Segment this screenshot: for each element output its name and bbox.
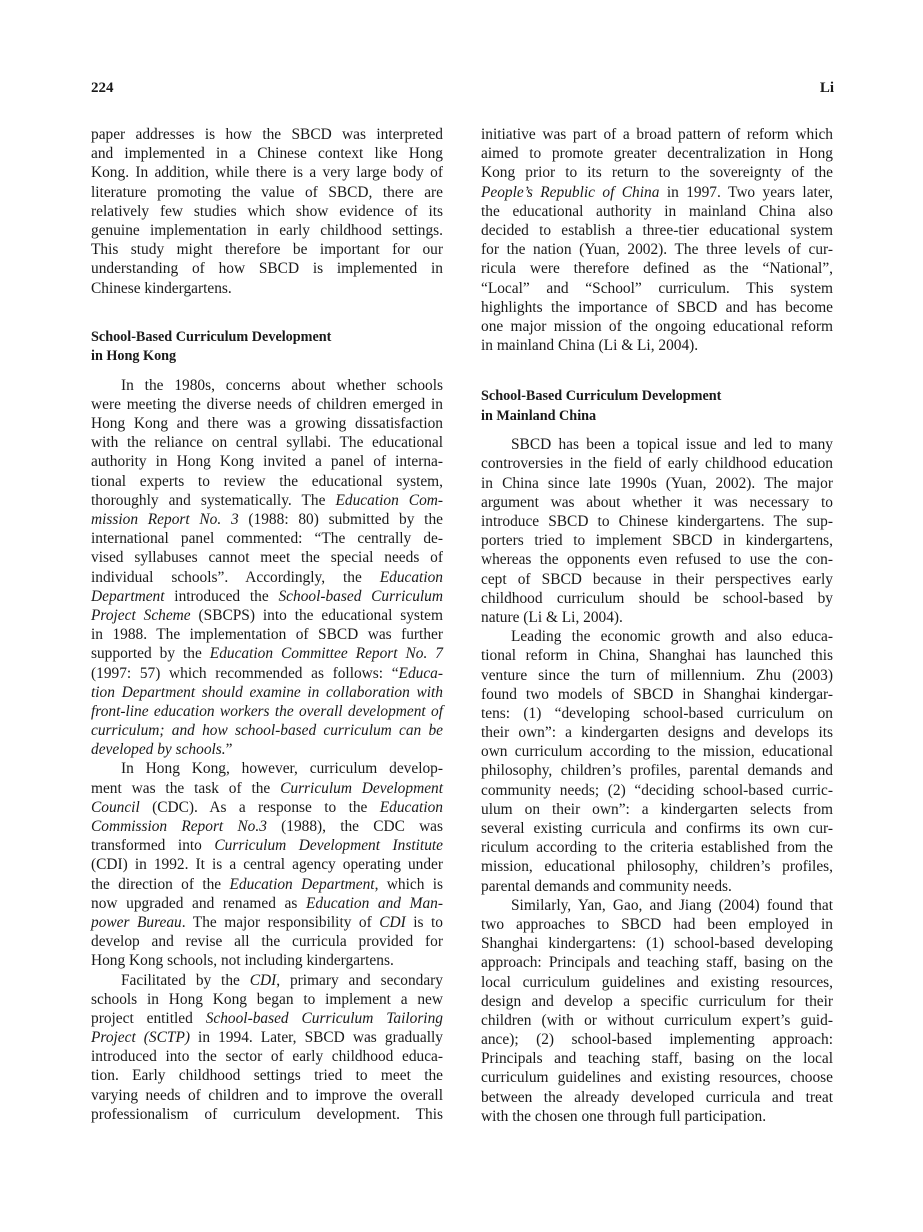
text-line: philosophy, children’s profiles, parental demands and (481, 762, 833, 780)
text-line: whereas the opponents even refused to use the con- (481, 551, 833, 569)
text-line: relatively few studies which show evidence of its (91, 202, 443, 220)
text-line: Project (SCTP) in 1994. Later, SBCD was gradually (91, 1029, 443, 1047)
heading-line: School-Based Curriculum Development (91, 328, 332, 345)
text-line: Project Scheme (SBCPS) into the educational system (91, 606, 443, 624)
text-line: curriculum guidelines and existing resources, choose (481, 1069, 833, 1087)
text-line: understanding of how SBCD is implemented in (91, 260, 443, 278)
text-line: introduce SBCD to Chinese kindergartens. The sup- (481, 513, 833, 530)
text-line: introduced into the sector of early childhood educa- (91, 1048, 443, 1066)
italic-title: People’s Republic of China (481, 183, 660, 201)
text-line: Chinese kindergartens. (91, 279, 232, 297)
section-heading-hong-kong (91, 328, 443, 367)
heading-line: School-Based Curriculum Development (481, 388, 722, 405)
italic-title: CDI (249, 971, 277, 989)
paragraph (481, 627, 833, 896)
italic-title: Project Scheme (91, 606, 191, 624)
text-line: riculum according to the criteria established from the (481, 839, 833, 857)
text-line: Similarly, Yan, Gao, and Jiang (2004) found that (511, 896, 833, 914)
text-line: In the 1980s, concerns about whether schools (121, 376, 443, 394)
text-line: Hong Kong schools, not including kindergartens. (91, 952, 394, 970)
running-head (91, 80, 834, 100)
heading-line: in Mainland China (481, 407, 597, 424)
text-line: community needs; (2) “deciding school-based curric- (481, 781, 833, 799)
text-line: their own”: a kindergarten designs and develops its (481, 724, 833, 742)
text-line: in 1988. The implementation of SBCD was further (91, 626, 443, 644)
text-line: (CDI) in 1992. It is a central agency operating under (91, 856, 443, 874)
text-line: Hong Kong and there was a growing dissatisfaction (91, 415, 443, 433)
text-line: Department introduced the School-based Curriculum (91, 587, 443, 605)
text-line: Principals and teaching staff, basing on the local (481, 1050, 833, 1068)
paragraph (91, 971, 443, 1125)
text-line: Leading the economic growth and also educa- (511, 628, 833, 646)
italic-title: School-based Curriculum (278, 587, 443, 605)
italic-title: CDI (379, 913, 406, 931)
text-line: approach: Principals and teaching staff, basing on the (481, 954, 833, 972)
text-line: tional reform in China, Shanghai has launched this (481, 647, 833, 665)
text-line (91, 721, 443, 740)
text-line: controversies in the field of early childhood education (481, 455, 833, 473)
text-line: Shanghai kindergartens: (1) school-based developing (481, 935, 833, 953)
text-line: between the already developed curricula and treat (481, 1088, 833, 1106)
text-line: literature promoting the value of SBCD, there are (91, 183, 443, 201)
text-line: nature (Li & Li, 2004). (481, 608, 623, 626)
text-line: genuine implementation in early childhood settings. (91, 221, 443, 239)
text-line: highlights the importance of SBCD and has become (481, 298, 833, 316)
text-line: cept of SBCD because in their perspectives early (481, 570, 833, 588)
text-line: and implemented in a Chinese context like Hong (91, 145, 443, 163)
text-line: several existing curricula and confirms its own cur- (481, 820, 833, 837)
text-line: ment was the task of the Curriculum Development (91, 779, 443, 797)
italic-title: tion Department should examine in collaboration with (91, 683, 443, 701)
text-line: Council (CDC). As a response to the Education (91, 798, 443, 816)
text-line: mission Report No. 3 (1988: 80) submitted by the (91, 511, 443, 528)
text-line: schools in Hong Kong began to implement a new (91, 990, 443, 1008)
italic-title: Project (SCTP) (91, 1029, 190, 1047)
italic-title: Curriculum Development (280, 779, 443, 797)
text-line: tional experts to review the educational system, (91, 472, 443, 490)
text-line: the educational authority in mainland China also (481, 202, 833, 220)
text-line (91, 683, 443, 702)
text-line: were meeting the diverse needs of children emerged in (91, 395, 443, 413)
section-heading-mainland-china (481, 387, 833, 426)
text-line: Kong. In addition, while there is a very large body of (91, 164, 443, 182)
running-head-author: Li (819, 80, 834, 96)
text-line: authority in Hong Kong invited a panel of interna- (91, 453, 443, 471)
text-line: for the nation (Yuan, 2002). The three levels of cur- (481, 241, 833, 259)
text-line: mission, educational philosophy, children’s profiles, (481, 858, 833, 876)
text-line: tion. Early childhood settings tried to meet the (91, 1067, 443, 1085)
text-line: venture since the turn of millennium. Zhu (2003) (481, 666, 833, 684)
paragraph (481, 896, 833, 1126)
text-line: parental demands and community needs. (481, 877, 732, 895)
left-column (91, 125, 443, 1124)
text-line: professionalism of curriculum development. This (91, 1105, 443, 1123)
text-line: transformed into Curriculum Development Institute (91, 837, 443, 855)
paragraph (91, 125, 443, 298)
text-line: tens: (1) “developing school-based curriculum on (481, 704, 833, 722)
text-line: develop and revise all the curricula provided for (91, 933, 443, 951)
paragraph (91, 759, 443, 970)
page-number: 224 (91, 80, 114, 96)
italic-title: School-based Curriculum Tailoring (205, 1009, 443, 1027)
italic-title: Commission Report No.3 (91, 818, 267, 835)
text-line: two approaches to SBCD had been employed in (481, 915, 833, 933)
italic-title: power Bureau (91, 913, 182, 931)
text-line: This study might therefore be important for our (91, 241, 443, 259)
text-line: now upgraded and renamed as Education and Man- (91, 894, 443, 912)
italic-title: front-line education workers the overall development of (91, 702, 443, 720)
text-line: in mainland China (Li & Li, 2004). (481, 337, 699, 355)
italic-title: curriculum; and how school-based curriculum can be (91, 722, 443, 740)
text-line: local curriculum guidelines and existing resources, (481, 973, 833, 991)
text-line: with the chosen one through full participation. (481, 1107, 767, 1125)
paragraph (481, 435, 833, 627)
italic-title: Education (379, 568, 443, 586)
italic-title: Department (91, 587, 165, 605)
paragraph (481, 125, 833, 355)
text-line: ance); (2) school-based implementing approach: (481, 1031, 833, 1049)
italic-title: Council (91, 798, 140, 816)
text-line: one major mission of the ongoing educational reform (481, 317, 833, 335)
text-line: decided to establish a three-tier educational system (481, 221, 833, 239)
text-line: thoroughly and systematically. The Education Com- (91, 491, 444, 509)
text-line: Commission Report No.3 (1988), the CDC was (91, 818, 444, 835)
paragraph (91, 376, 443, 760)
text-line: varying needs of children and to improve the overall (91, 1086, 443, 1104)
text-line: initiative was part of a broad pattern of reform which (481, 126, 833, 143)
text-line: power Bureau. The major responsibility of CDI is to (91, 913, 444, 931)
italic-title: Education and Man- (306, 894, 443, 912)
text-line: argument was about whether it was necessary to (481, 493, 833, 511)
italic-title: Education Department (229, 875, 375, 893)
text-line: paper addresses is how the SBCD was interpreted (91, 126, 443, 143)
text-line: found two models of SBCD in Shanghai kindergar- (481, 685, 833, 703)
italic-title: Education Committee Report No. 7 (209, 645, 443, 663)
text-line: (1997: 57) which recommended as follows: “Educa- (91, 664, 443, 682)
text-line: vised syllabuses cannot meet the special needs of (91, 549, 443, 567)
text-line: aimed to promote greater decentralization in Hong (481, 145, 833, 163)
text-line: porters tried to implement SBCD in kindergartens, (481, 532, 833, 550)
text-line: international panel commented: “The centrally de- (91, 530, 443, 548)
text-line: In Hong Kong, however, curriculum develop- (121, 760, 443, 778)
text-line: children (with or without curriculum expert’s guid- (481, 1011, 833, 1029)
text-line: Kong prior to its return to the sovereignty of the (481, 164, 833, 182)
text-line: ricula were therefore defined as the “National”, (481, 260, 833, 278)
text-line: design and develop a specific curriculum for their (481, 992, 833, 1010)
italic-title: Education Com- (335, 491, 444, 509)
italic-title: developed by schools. (91, 741, 226, 759)
text-line: ulum on their own”: a kindergarten selects from (481, 800, 833, 818)
text-line: Facilitated by the CDI, primary and secondary (121, 971, 443, 989)
text-line: project entitled School-based Curriculum Tailoring (91, 1009, 443, 1027)
italic-title: mission Report No. 3 (91, 511, 239, 528)
text-line: own curriculum according to the mission, educational (481, 743, 833, 761)
heading-line: in Hong Kong (91, 348, 177, 365)
italic-title: Education (379, 798, 443, 816)
text-line: developed by schools.” (91, 741, 233, 759)
text-line: supported by the Education Committee Report No. 7 (91, 645, 443, 663)
text-line: individual schools”. Accordingly, the Education (91, 568, 443, 586)
text-line: People’s Republic of China in 1997. Two years later, (481, 183, 834, 201)
italic-title: Educa- (398, 664, 443, 682)
text-line: in China since late 1990s (Yuan, 2002). The major (481, 474, 833, 492)
text-line: the direction of the Education Department, which is (91, 875, 443, 893)
text-line: with the reliance on central syllabi. The educational (91, 434, 443, 452)
text-line: childhood curriculum should be school-based by (481, 589, 833, 607)
text-line: “Local” and “School” curriculum. This system (481, 279, 833, 297)
right-column (481, 125, 833, 1126)
text-line: SBCD has been a topical issue and led to many (511, 436, 833, 454)
italic-title: Curriculum Development Institute (214, 837, 443, 855)
text-line (91, 702, 443, 721)
